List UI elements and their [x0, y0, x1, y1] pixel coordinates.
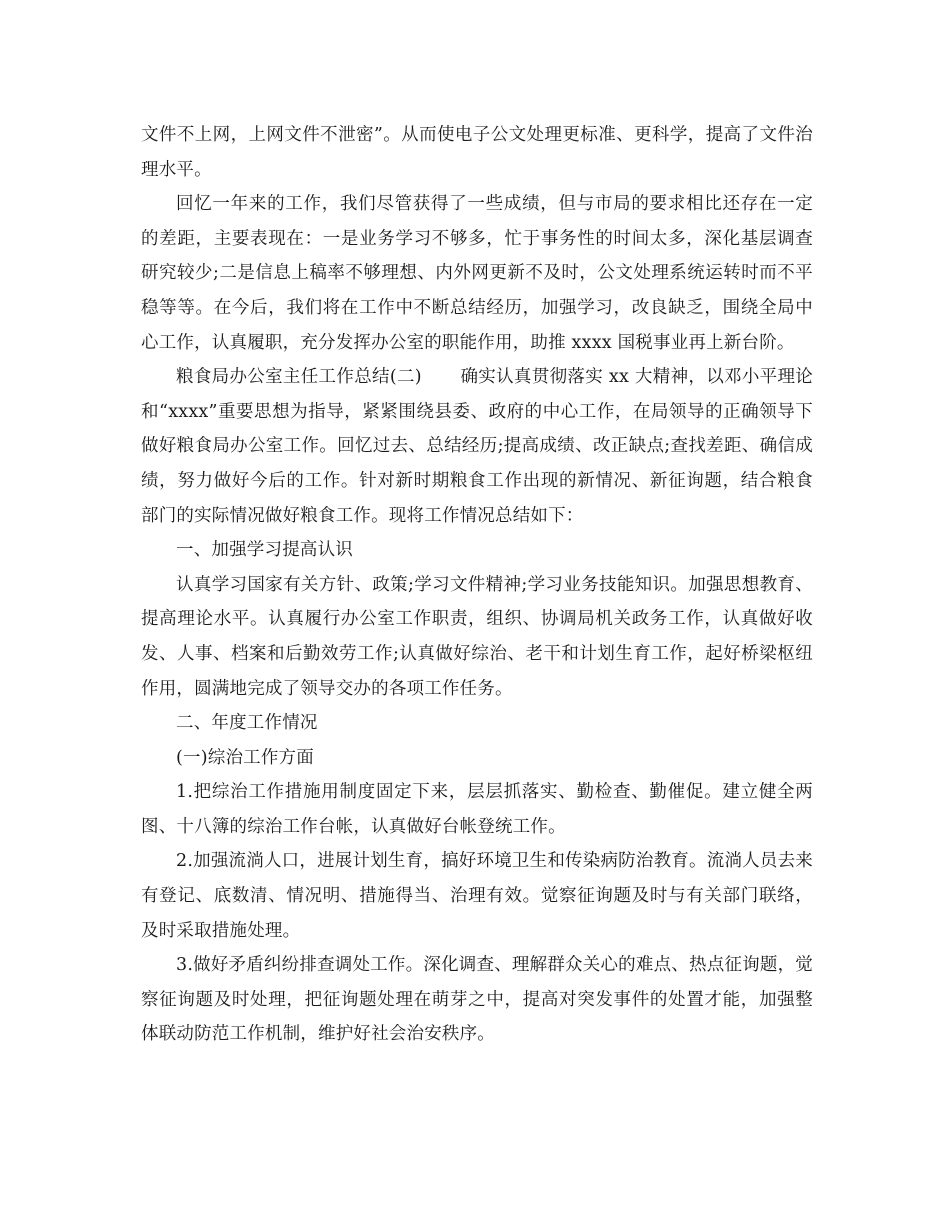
list-item: 1.把综治工作措施用制度固定下来，层层抓落实、勤检查、勤催促。建立健全两图、十八簿的综治工作台帐，认真做好台帐登统工作。 [141, 782, 813, 837]
list-item: 3.做好矛盾纠纷排查调处工作。深化调查、理解群众关心的难点、热点征询题，觉察征询题及时处理，把征询题处理在萌芽之中，提高对突发事件的处置才能，加强整体联动防范工作机制，维护好社会治安秩序。 [141, 955, 813, 1045]
heading-1: 一、加强学习提高认识 [176, 540, 353, 561]
list-item: 2.加强流淌人口，进展计划生育，搞好环境卫生和传染病防治教育。流淌人员去来有登记、底数清、情况明、措施得当、治理有效。觉察征询题及时与有关部门联络，及时采取措施处理。 [141, 851, 813, 941]
section-title: 粮食局办公室主任工作总结(二) [176, 367, 422, 388]
heading-2: 二、年度工作情况 [176, 713, 318, 734]
section-intro-paragraph [141, 360, 813, 533]
paragraph-review: 回忆一年来的工作，我们尽管获得了一些成绩，但与市局的要求相比还存在一定的差距，主要表现在：一是业务学习不够多，忙于事务性的时间太多，深化基层调查研究较少;二是信息上稿率不够理想、内外网更新不及时，公文处理系统运转时而不平稳等等。在今后，我们将在工作中不断总结经历，加强学习，改良缺乏，围绕全局中心工作，认真履职，充分发挥办公室的职能作用，助推 xxxx 国税事业再上新台阶。 [141, 194, 813, 353]
heading-1-body: 认真学习国家有关方针、政策;学习文件精神;学习业务技能知识。加强思想教育、提高理论水平。认真履行办公室工作职责，组织、协调局机关政务工作，认真做好收发、人事、档案和后勤效劳工作;认真做好综治、老干和计划生育工作，起好桥梁枢纽作用，圆满地完成了领导交办的各项工作任务。 [141, 574, 813, 699]
paragraph-continuation: 文件不上网，上网文件不泄密”。从而使电子公文处理更标准、更科学，提高了文件治理水平。 [141, 125, 813, 180]
section-intro: 确实认真贯彻落实 xx 大精神，以邓小平理论和“xxxx”重要思想为指导，紧紧围绕县委、政府的中心工作，在局领导的正确领导下做好粮食局办公室工作。回忆过去、总结经历;提高成绩、改正缺点;查找差距、确信成绩，努力做好今后的工作。针对新时期粮食工作出现的新情况、新征询题，结合粮食部门的实际情况做好粮食工作。现将工作情况总结如下： [141, 367, 814, 526]
sub-heading-1: (一)综治工作方面 [176, 747, 314, 768]
document-body [141, 118, 813, 1052]
